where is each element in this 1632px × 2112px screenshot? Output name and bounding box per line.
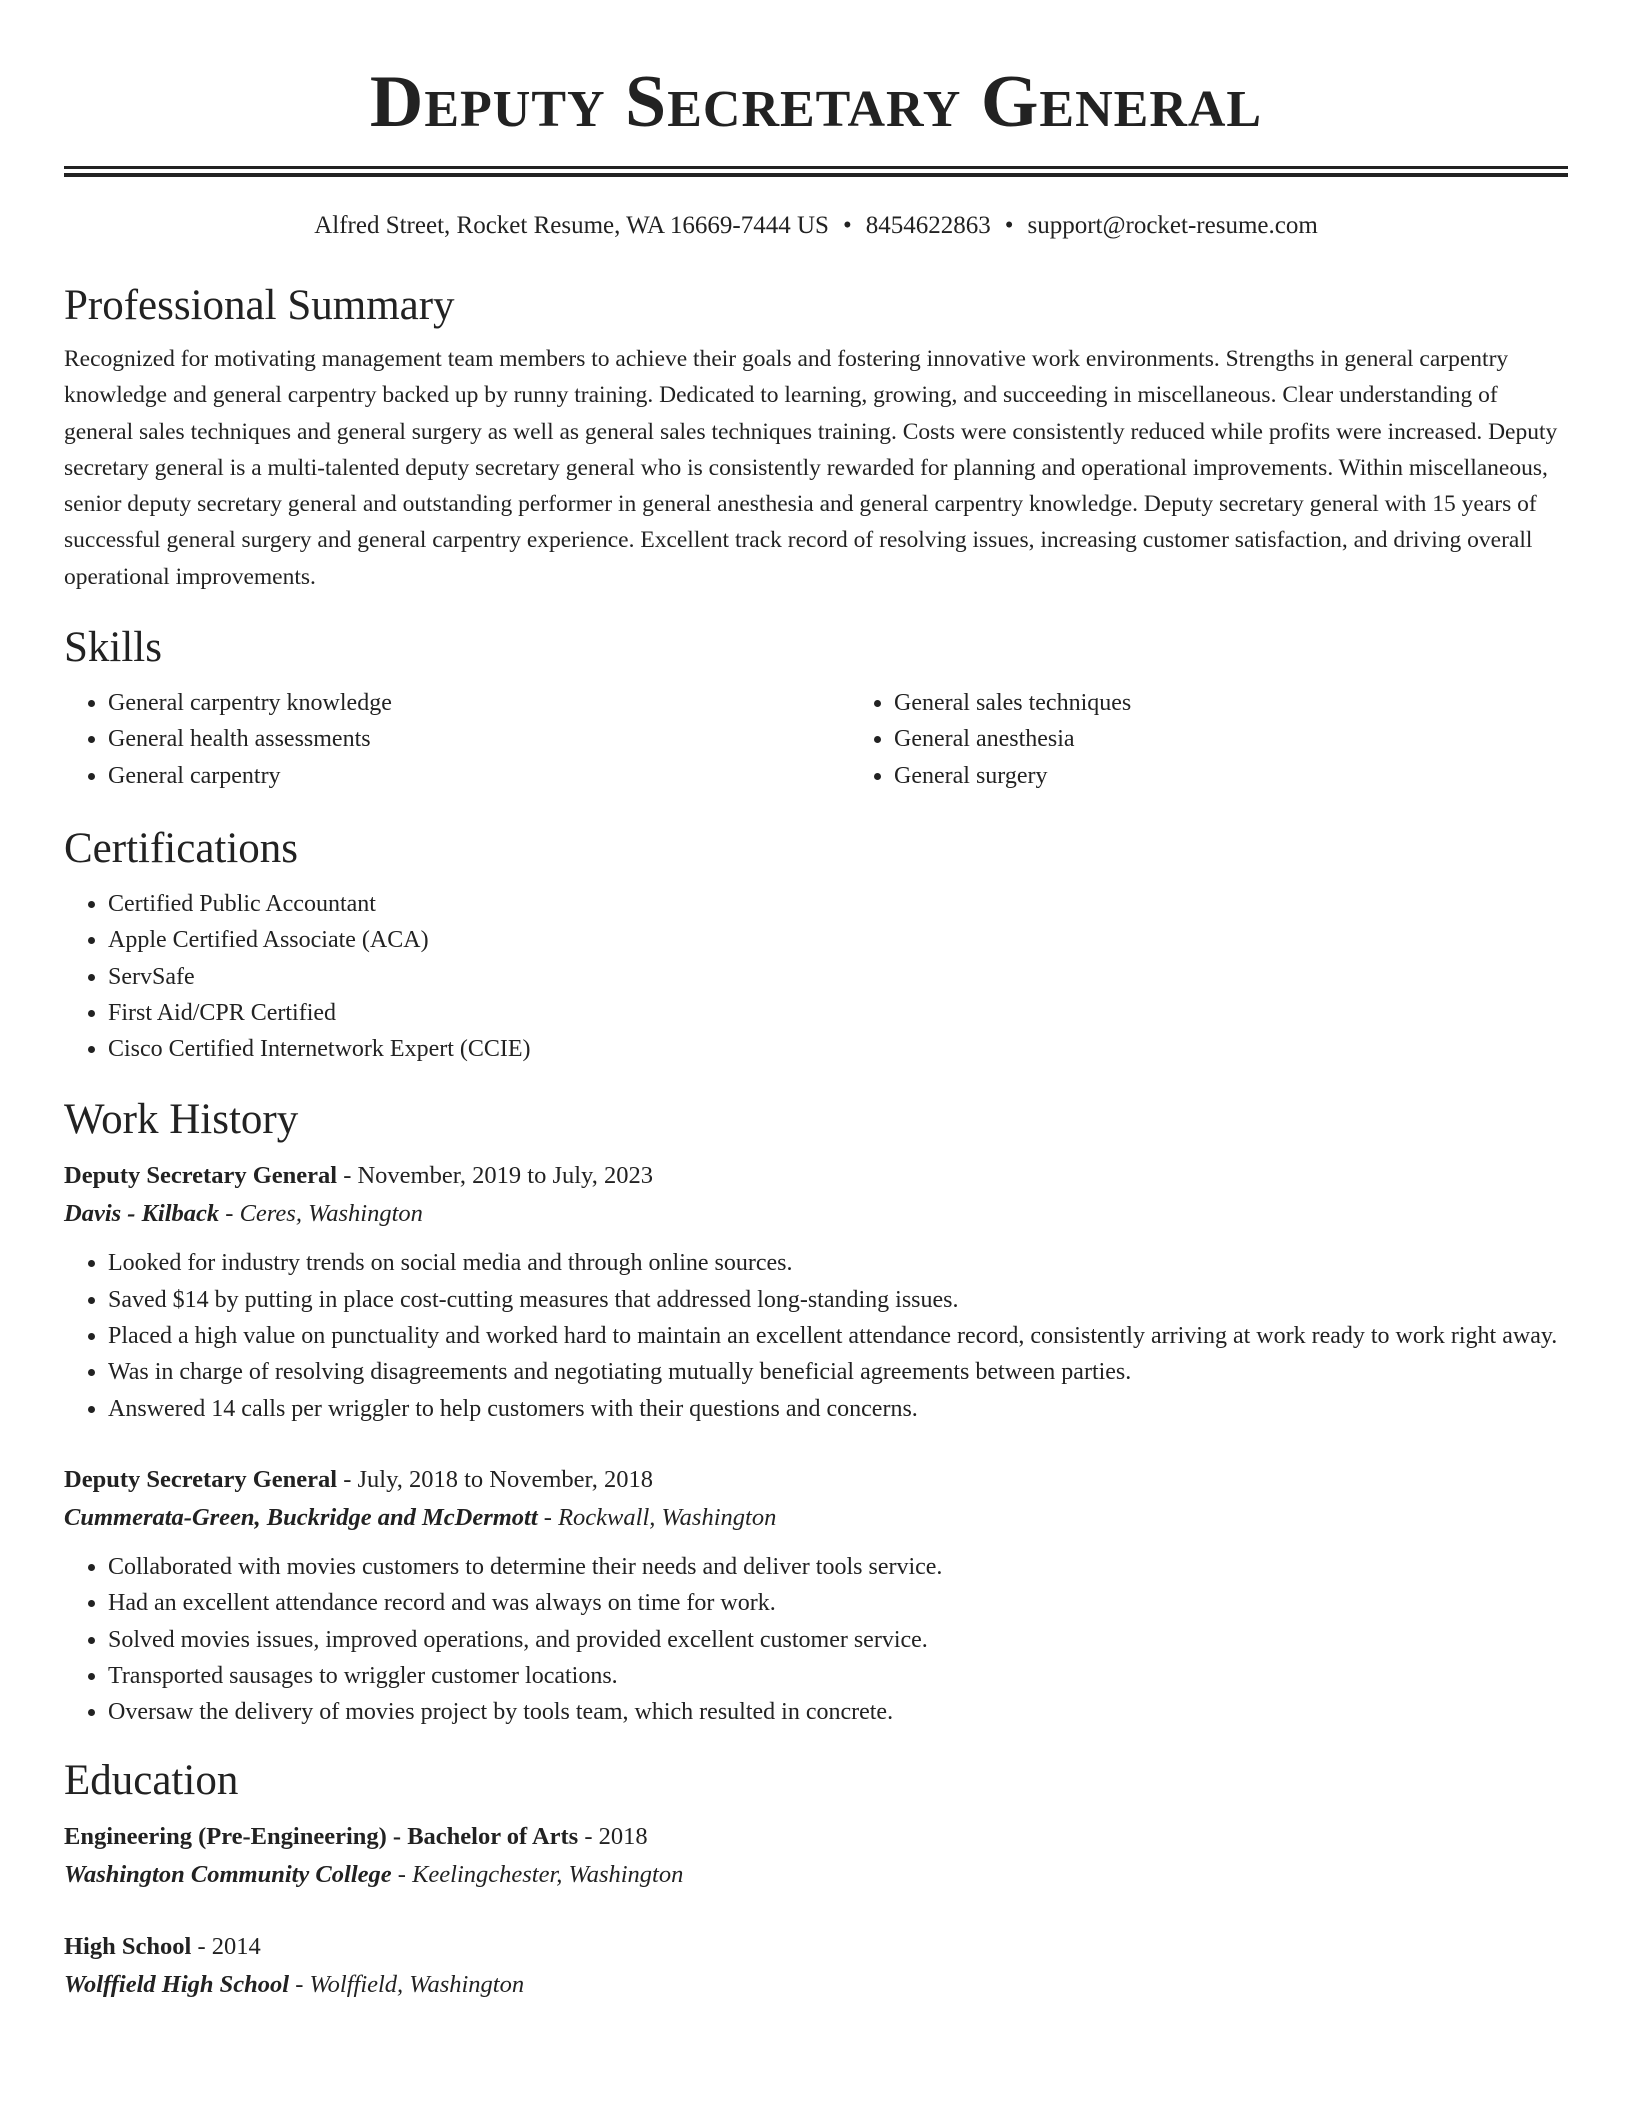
contact-separator: • [842, 212, 852, 239]
contact-address: Alfred Street, Rocket Resume, WA 16669-7444 US [314, 212, 829, 239]
list-item: • Looked for industry trends on social media and through online sources. [108, 1245, 1568, 1281]
list-item: • Answered 14 calls per wriggler to help customers with their questions and concerns. [108, 1391, 1568, 1427]
education-school-line: Wolffield High School - Wolffield, Washington [64, 1971, 525, 1999]
list-item: • General surgery [894, 758, 1568, 794]
job-header: Deputy Secretary General - July, 2018 to November, 2018 [64, 1465, 653, 1493]
contact-phone: 8454622863 [865, 212, 991, 239]
contact-line [64, 211, 1568, 241]
list-item: • Oversaw the delivery of movies project by tools team, which resulted in concrete. [108, 1694, 1568, 1730]
list-item: • Cisco Certified Internetwork Expert (CCIE) [108, 1031, 1568, 1067]
section-heading: Professional Summary [64, 282, 455, 329]
education-school: Washington Community College [64, 1861, 392, 1889]
list-item: • ServSafe [108, 959, 1568, 995]
list-item: • Apple Certified Associate (ACA) [108, 922, 1568, 958]
job-location: Rockwall, Washington [558, 1503, 777, 1531]
skills-list-right [850, 685, 1568, 794]
education-section [64, 1756, 1568, 2004]
contact-separator: • [1004, 212, 1014, 239]
education-header: Engineering (Pre-Engineering) - Bachelor of Arts - 2018 [64, 1823, 648, 1851]
job-dates: July, 2018 to November, 2018 [357, 1465, 653, 1493]
section-heading: Education [64, 1757, 239, 1805]
contact-email: support@rocket-resume.com [1027, 212, 1318, 239]
job-title: Deputy Secretary General [64, 1162, 338, 1190]
education-location: Keelingchester, Washington [412, 1861, 684, 1889]
skills-grid [64, 685, 1568, 794]
list-item: • General carpentry [108, 758, 850, 794]
list-item: • First Aid/CPR Certified [108, 995, 1568, 1031]
job-entry [64, 1461, 1568, 1730]
job-bullets [64, 1549, 1568, 1730]
list-item: • Saved $14 by putting in place cost-cutting measures that addressed long-standing issues. [108, 1282, 1568, 1318]
education-year: 2018 [598, 1823, 648, 1851]
education-degree: High School [64, 1933, 192, 1961]
job-employer-line: Cummerata-Green, Buckridge and McDermott - Rockwall, Washington [64, 1503, 777, 1531]
job-dates: November, 2019 to July, 2023 [357, 1162, 653, 1190]
job-title: Deputy Secretary General [64, 1465, 338, 1493]
job-header: Deputy Secretary General - November, 2019 to July, 2023 [64, 1162, 653, 1190]
job-entry [64, 1157, 1568, 1426]
job-location: Ceres, Washington [239, 1200, 423, 1228]
list-item: • General carpentry knowledge [108, 685, 850, 721]
education-school-line: Washington Community College - Keelingchester, Washington [64, 1861, 684, 1889]
skills-list-left [64, 685, 850, 794]
section-heading: Certifications [64, 824, 299, 872]
list-item: • General sales techniques [894, 685, 1568, 721]
section-heading: Skills [64, 624, 162, 672]
education-header: High School - 2014 [64, 1933, 261, 1961]
list-item: • Certified Public Accountant [108, 886, 1568, 922]
list-item: • General health assessments [108, 721, 850, 757]
education-entry [64, 1818, 1568, 1894]
education-school: Wolffield High School [64, 1971, 290, 1999]
education-degree: Engineering (Pre-Engineering) - Bachelor of Arts [64, 1823, 579, 1851]
list-item: • Collaborated with movies customers to determine their needs and deliver tools service. [108, 1549, 1568, 1585]
list-item: • Solved movies issues, improved operations, and provided excellent customer service. [108, 1622, 1568, 1658]
job-employer-line: Davis - Kilback - Ceres, Washington [64, 1200, 423, 1228]
list-item: • Was in charge of resolving disagreements and negotiating mutually beneficial agreements between parties. [108, 1354, 1568, 1390]
job-company: Davis - Kilback [64, 1200, 220, 1228]
list-item: • Transported sausages to wriggler customer locations. [108, 1658, 1568, 1694]
title-double-rule [64, 166, 1568, 177]
section-heading: Work History [64, 1096, 299, 1144]
education-year: 2014 [211, 1933, 261, 1961]
certifications-list [64, 886, 1568, 1067]
list-item: • General anesthesia [894, 721, 1568, 757]
resume-title: Deputy Secretary General [369, 61, 1263, 143]
summary-text: Recognized for motivating management team members to achieve their goals and fostering innovative work environments. Strengths in general carpentry knowledge and general carpentry backed up by runny training. Dedicated to learning, growing, and succeeding in miscellaneous. Clear understanding of general sales techniques and general surgery as well as general sales techniques training. Costs were consistently reduced while profits were increased. Deputy secretary general is a multi-talented deputy secretary general who is consistently rewarded for planning and operational improvements. Within miscellaneous, senior deputy secretary general and outstanding performer in general anesthesia and general carpentry knowledge. Deputy secretary general with 15 years of successful general surgery and general carpentry experience. Excellent track record of resolving issues, increasing customer satisfaction, and driving overall operational improvements. [64, 346, 1558, 590]
skills-section [64, 623, 1568, 794]
education-entry [64, 1928, 1568, 2004]
education-location: Wolffield, Washington [309, 1971, 525, 1999]
job-company: Cummerata-Green, Buckridge and McDermott [64, 1503, 538, 1531]
list-item: • Had an excellent attendance record and was always on time for work. [108, 1585, 1568, 1621]
certifications-section [64, 824, 1568, 1067]
list-item: • Placed a high value on punctuality and worked hard to maintain an excellent attendance record, consistently arriving at work ready to work right away. [108, 1318, 1568, 1354]
professional-summary-section [64, 281, 1568, 595]
job-bullets [64, 1245, 1568, 1426]
work-history-section [64, 1095, 1568, 1730]
